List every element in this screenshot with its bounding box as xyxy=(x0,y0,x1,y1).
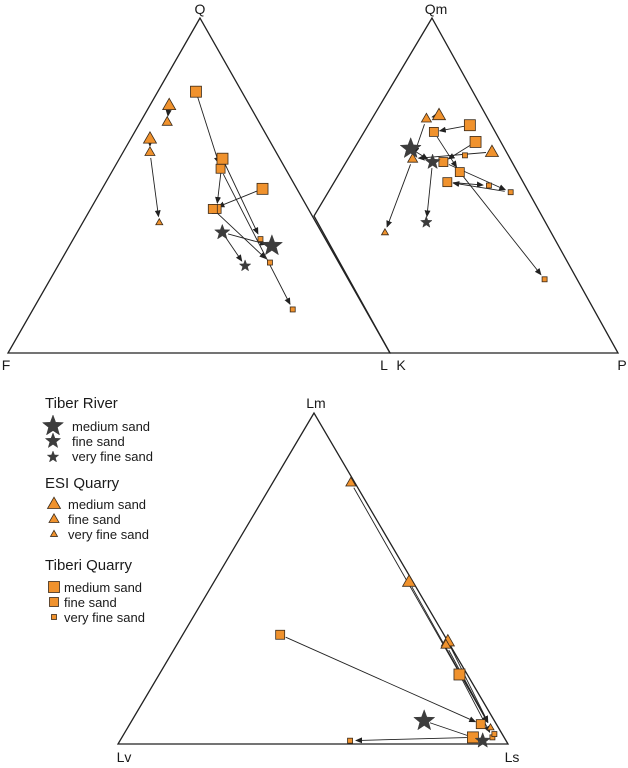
legend-label-tiber-medium: medium sand xyxy=(72,419,151,434)
legend-triangle-fine-symbol xyxy=(49,514,59,523)
legend-triangle-medium-symbol xyxy=(48,497,61,508)
qfl-tiberi-quarry-fine-point xyxy=(208,204,217,213)
qmkp-tiber-river-very-fine-point xyxy=(421,216,432,227)
qfl-trend-arrow xyxy=(198,97,219,163)
qfl-tiberi-quarry-medium-point xyxy=(190,86,201,97)
qfl-apex-q-label: Q xyxy=(194,1,206,17)
qfl-tiberi-quarry-fine-point xyxy=(216,164,225,173)
legend-symbols xyxy=(43,415,64,620)
lmlvls-apex-lv-label: Lv xyxy=(116,749,132,765)
qfl-esi-quarry-medium-point xyxy=(163,98,176,109)
qmkp-esi-quarry-medium-point xyxy=(485,145,498,156)
qmkp-tiberi-quarry-very-fine-point xyxy=(542,277,547,282)
qmkp-trend-arrow xyxy=(440,126,464,131)
qfl-data-layer xyxy=(143,86,295,312)
lmlvls-triangle-outline xyxy=(118,413,508,744)
qfl-tiber-river-very-fine-point xyxy=(239,260,250,271)
qmkp-tiberi-quarry-very-fine-point xyxy=(486,183,491,188)
legend-square-very-fine-symbol xyxy=(52,615,57,620)
qfl-esi-quarry-fine-point xyxy=(145,147,155,156)
qfl-tiberi-quarry-very-fine-point xyxy=(267,260,272,265)
qmkp-tiberi-quarry-medium-point xyxy=(464,120,475,131)
legend-label-tiberi-medium: medium sand xyxy=(64,580,143,595)
lmlvls-trend-arrow xyxy=(412,587,488,722)
qmkp-tiberi-quarry-very-fine-point xyxy=(508,190,513,195)
lmlvls-ternary-diagram xyxy=(117,395,520,765)
qmkp-apex-k-label: K xyxy=(396,357,406,373)
lmlvls-apex-ls-label: Ls xyxy=(504,749,520,765)
qfl-apex-l-label: L xyxy=(380,357,388,373)
legend-title-esi-quarry: ESI Quarry xyxy=(45,475,120,492)
qmkp-tiberi-quarry-fine-point xyxy=(429,127,438,136)
lmlvls-tiberi-quarry-very-fine-point xyxy=(492,732,497,737)
qmkp-esi-quarry-very-fine-point xyxy=(381,229,388,235)
qfl-trend-arrow xyxy=(226,237,242,261)
legend-title-tiberi-quarry: Tiberi Quarry xyxy=(45,557,132,574)
lmlvls-tiberi-quarry-medium-point xyxy=(454,669,465,680)
qfl-esi-quarry-very-fine-point xyxy=(156,219,163,225)
legend-title-tiber-river: Tiber River xyxy=(45,395,118,412)
qmkp-tiberi-quarry-fine-point xyxy=(439,158,448,167)
qfl-esi-quarry-medium-point xyxy=(143,132,156,143)
legend-label-tiberi-fine: fine sand xyxy=(64,595,117,610)
legend-star-very-fine-symbol xyxy=(47,451,58,462)
qmkp-data-layer xyxy=(381,108,547,281)
lmlvls-trend-arrow xyxy=(451,647,488,722)
legend-star-medium-symbol xyxy=(43,415,64,435)
legend-label-tiber-fine: fine sand xyxy=(72,434,125,449)
legend-star-fine-symbol xyxy=(45,433,60,448)
qmkp-tiberi-quarry-fine-point xyxy=(443,178,452,187)
qmkp-tiberi-quarry-fine-point xyxy=(455,168,464,177)
qmkp-tiberi-quarry-medium-point xyxy=(470,136,481,147)
qfl-trend-arrow xyxy=(225,164,258,234)
qmkp-esi-quarry-medium-point xyxy=(433,108,446,119)
legend-square-medium-symbol xyxy=(49,582,60,593)
lmlvls-tiberi-quarry-medium-point xyxy=(467,732,478,743)
qmkp-esi-quarry-fine-point xyxy=(421,113,431,122)
legend-label-esi-fine: fine sand xyxy=(68,512,121,527)
lmlvls-apex-lm-label: Lm xyxy=(306,395,326,411)
qfl-tiberi-quarry-medium-point xyxy=(257,183,268,194)
qfl-trend-arrow xyxy=(218,191,257,207)
lmlvls-tiberi-quarry-very-fine-point xyxy=(348,738,353,743)
qfl-esi-quarry-fine-point xyxy=(162,117,172,126)
lmlvls-tiber-river-medium-point xyxy=(414,710,435,730)
qmkp-trend-arrow xyxy=(419,153,486,159)
qmkp-trend-arrow xyxy=(387,164,410,226)
qmkp-ternary-diagram xyxy=(314,1,627,373)
legend-triangle-very-fine-symbol xyxy=(51,530,58,536)
qmkp-trend-arrow xyxy=(464,177,541,275)
lmlvls-data-layer xyxy=(276,477,497,747)
qmkp-apex-p-label: P xyxy=(617,357,627,373)
lmlvls-trend-arrow xyxy=(356,738,467,741)
legend xyxy=(43,395,153,625)
qfl-tiber-river-medium-point xyxy=(261,235,282,255)
lmlvls-tiberi-quarry-fine-point xyxy=(276,630,285,639)
legend-label-tiber-very-fine: very fine sand xyxy=(72,449,153,464)
qfl-trend-arrow xyxy=(151,158,159,216)
lmlvls-esi-quarry-very-fine-point xyxy=(487,724,494,730)
qfl-tiberi-quarry-very-fine-point xyxy=(258,237,263,242)
lmlvls-tiberi-quarry-fine-point xyxy=(476,720,485,729)
legend-label-esi-very-fine: very fine sand xyxy=(68,527,149,542)
qmkp-trend-arrow xyxy=(427,168,432,216)
qmkp-apex-qm-label: Qm xyxy=(424,1,448,17)
legend-label-esi-medium: medium sand xyxy=(68,497,147,512)
legend-square-fine-symbol xyxy=(50,598,59,607)
lmlvls-trend-arrow xyxy=(449,650,488,722)
qfl-tiberi-quarry-medium-point xyxy=(217,153,228,164)
qfl-apex-f-label: F xyxy=(1,357,11,373)
qfl-tiberi-quarry-very-fine-point xyxy=(290,307,295,312)
qfl-trend-arrow xyxy=(168,111,169,116)
qfl-tiber-river-fine-point xyxy=(215,224,230,239)
qmkp-tiberi-quarry-very-fine-point xyxy=(462,153,467,158)
qmkp-tiber-river-medium-point xyxy=(400,138,421,158)
legend-label-tiberi-very-fine: very fine sand xyxy=(64,610,145,625)
